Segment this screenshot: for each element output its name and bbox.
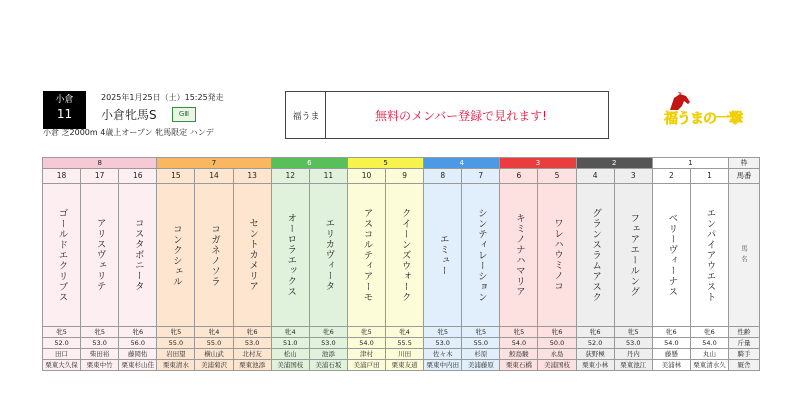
horse-name-text: コンクシェル <box>170 223 182 287</box>
jockey-name: 藤懸 <box>652 349 690 360</box>
trainer-name: 栗東大久保 <box>43 360 81 371</box>
horse-name-text: アリスヴェリテ <box>94 218 106 292</box>
horse-weight: 55.0 <box>157 338 195 349</box>
horse-sex-age: 牝6 <box>309 327 347 338</box>
member-registration-link[interactable]: 無料のメンバー登録で見れます! <box>375 109 547 123</box>
trainer-row <box>43 360 760 371</box>
horse-sex-age: 牝5 <box>43 327 81 338</box>
jockey-name: 北村友 <box>233 349 271 360</box>
trainer-name: 美浦藤原 <box>462 360 500 371</box>
row-label-frame: 枠 <box>729 158 760 169</box>
jockey-name: 岩田望 <box>157 349 195 360</box>
row-label-sexage: 性齢 <box>729 327 760 338</box>
horse-weight: 53.0 <box>233 338 271 349</box>
frame-cell: 5 <box>347 158 423 169</box>
horse-weight: 55.0 <box>195 338 233 349</box>
horse-name[interactable] <box>81 184 119 327</box>
horse-name-text: フェアエールング <box>628 213 640 297</box>
race-card-table <box>42 157 760 371</box>
horse-weight: 54.0 <box>652 338 690 349</box>
horse-name-text: アスコルティアーモ <box>361 207 373 303</box>
horse-number: 14 <box>195 169 233 184</box>
horse-name[interactable] <box>271 184 309 327</box>
jockey-name: 藤岡佑 <box>119 349 157 360</box>
horse-name-text: エンパイアウエスト <box>704 207 716 303</box>
horse-weight: 56.0 <box>119 338 157 349</box>
horse-sex-age: 牝5 <box>157 327 195 338</box>
horse-name-text: セントカメリア <box>247 218 259 292</box>
race-conditions: 小倉 芝2000m 4歳上オープン 牝馬限定 ハンデ <box>43 128 214 137</box>
jockey-row <box>43 349 760 360</box>
trainer-name: 栗東小林 <box>576 360 614 371</box>
horse-name[interactable] <box>386 184 424 327</box>
frame-cell: 6 <box>271 158 347 169</box>
horse-weight: 55.5 <box>386 338 424 349</box>
horse-name[interactable] <box>576 184 614 327</box>
horse-name-text: シンティレーション <box>475 207 487 303</box>
horse-number: 7 <box>462 169 500 184</box>
horse-number: 11 <box>309 169 347 184</box>
race-name: 小倉牝馬S <box>101 108 157 122</box>
frame-row <box>43 158 760 169</box>
horse-sex-age: 牝6 <box>576 327 614 338</box>
site-logo[interactable] <box>664 92 756 132</box>
horse-name[interactable] <box>538 184 576 327</box>
frame-cell: 8 <box>43 158 157 169</box>
row-label-weight: 斤量 <box>729 338 760 349</box>
horse-number: 9 <box>386 169 424 184</box>
horse-number: 13 <box>233 169 271 184</box>
horse-weight: 54.0 <box>500 338 538 349</box>
trainer-name: 栗東中内田 <box>424 360 462 371</box>
horse-number: 12 <box>271 169 309 184</box>
grade-badge: GⅢ <box>172 107 196 122</box>
horse-name-text: コガネノソラ <box>209 223 221 287</box>
jockey-name: 永島 <box>538 349 576 360</box>
horse-sex-age: 牝5 <box>500 327 538 338</box>
horse-number: 8 <box>424 169 462 184</box>
jockey-name: 柴田裕 <box>81 349 119 360</box>
horse-name-text: オーロラエックス <box>285 213 297 297</box>
jockey-name: 池添 <box>309 349 347 360</box>
trainer-name: 栗東杉山佳 <box>119 360 157 371</box>
jockey-name: 田口 <box>43 349 81 360</box>
horse-number: 10 <box>347 169 385 184</box>
horse-weight: 53.0 <box>424 338 462 349</box>
horse-weight: 52.0 <box>43 338 81 349</box>
horse-sex-age: 牝6 <box>119 327 157 338</box>
trainer-name: 栗東池江 <box>614 360 652 371</box>
horse-sex-age: 牝5 <box>462 327 500 338</box>
row-label-num: 馬番 <box>729 169 760 184</box>
horse-name[interactable] <box>195 184 233 327</box>
horse-number: 3 <box>614 169 652 184</box>
horse-sex-age: 牝6 <box>233 327 271 338</box>
horse-name[interactable] <box>119 184 157 327</box>
horse-number: 6 <box>500 169 538 184</box>
horse-name[interactable] <box>690 184 728 327</box>
trainer-name: 美浦菊沢 <box>195 360 233 371</box>
horse-name[interactable] <box>614 184 652 327</box>
horse-number: 2 <box>652 169 690 184</box>
horse-sex-age: 牝4 <box>271 327 309 338</box>
horse-number: 5 <box>538 169 576 184</box>
race-datetime: 2025年1月25日（土）15:25発走 <box>101 93 224 102</box>
trainer-name: 栗東清水久 <box>690 360 728 371</box>
venue-label: 小倉 <box>55 95 74 105</box>
horse-name-text: ゴールドエクリプス <box>56 207 68 303</box>
horse-name-text: エミュー <box>437 234 449 276</box>
jockey-name: 川田 <box>386 349 424 360</box>
horse-weight: 54.0 <box>347 338 385 349</box>
trainer-name: 美浦林 <box>652 360 690 371</box>
horse-weight: 53.0 <box>309 338 347 349</box>
jockey-name: 松山 <box>271 349 309 360</box>
horse-name-text: クイーンズウォーク <box>399 207 411 303</box>
horse-name-text: エリカヴィータ <box>323 218 335 292</box>
trainer-name: 栗東友道 <box>386 360 424 371</box>
horse-name-text: ベリーヴィーナス <box>666 213 678 297</box>
jockey-name: 丹内 <box>614 349 652 360</box>
horse-weight: 55.0 <box>462 338 500 349</box>
horse-number: 17 <box>81 169 119 184</box>
race-venue-badge <box>43 91 86 129</box>
fuku-uma-label: 福うま <box>285 91 326 139</box>
horse-sex-age: 牝6 <box>690 327 728 338</box>
jockey-name: 鮫島駿 <box>500 349 538 360</box>
row-label-jockey: 騎手 <box>729 349 760 360</box>
horse-name[interactable] <box>652 184 690 327</box>
jockey-name: 津村 <box>347 349 385 360</box>
horse-name[interactable] <box>347 184 385 327</box>
horse-name-text: グランスラムアスク <box>590 207 602 303</box>
horse-number-row <box>43 169 760 184</box>
horse-weight: 50.0 <box>538 338 576 349</box>
horse-name[interactable] <box>233 184 271 327</box>
horse-weight: 53.0 <box>614 338 652 349</box>
horse-name-text: キミノナハマリア <box>513 213 525 297</box>
trainer-name: 栗東石橋 <box>500 360 538 371</box>
trainer-name: 美浦国枝 <box>538 360 576 371</box>
horse-name[interactable] <box>157 184 195 327</box>
horse-sex-age: 牝5 <box>347 327 385 338</box>
horse-name[interactable] <box>309 184 347 327</box>
horse-number: 18 <box>43 169 81 184</box>
horse-name[interactable] <box>424 184 462 327</box>
sex-age-row <box>43 327 760 338</box>
horse-weight: 51.0 <box>271 338 309 349</box>
horse-sex-age: 牝6 <box>652 327 690 338</box>
horse-name-text: ワレハウミノコ <box>552 218 564 292</box>
trainer-name: 栗東清水 <box>157 360 195 371</box>
horse-number: 4 <box>576 169 614 184</box>
horse-name[interactable] <box>462 184 500 327</box>
horse-sex-age: 牝5 <box>81 327 119 338</box>
horse-name[interactable] <box>500 184 538 327</box>
horse-number: 15 <box>157 169 195 184</box>
horse-name[interactable] <box>43 184 81 327</box>
horse-sex-age: 牝5 <box>614 327 652 338</box>
horse-number: 16 <box>119 169 157 184</box>
horse-sex-age: 牝4 <box>386 327 424 338</box>
trainer-name: 美浦石坂 <box>309 360 347 371</box>
jockey-name: 佐々木 <box>424 349 462 360</box>
logo-text: 福うまの一撃 <box>664 111 742 127</box>
trainer-name: 美浦国枝 <box>271 360 309 371</box>
jockey-name: 杉原 <box>462 349 500 360</box>
horse-sex-age: 牝4 <box>195 327 233 338</box>
horse-number: 1 <box>690 169 728 184</box>
race-number: 11 <box>56 107 73 121</box>
row-label-name: 馬名 <box>729 184 760 327</box>
horse-sex-age: 牝6 <box>538 327 576 338</box>
jockey-name: 荻野極 <box>576 349 614 360</box>
frame-cell: 7 <box>157 158 271 169</box>
jockey-name: 横山武 <box>195 349 233 360</box>
trainer-name: 栗東中竹 <box>81 360 119 371</box>
horse-weight: 52.0 <box>576 338 614 349</box>
horse-name-row <box>43 184 760 327</box>
horse-weight: 53.0 <box>81 338 119 349</box>
row-label-trainer: 厩舎 <box>729 360 760 371</box>
frame-cell: 4 <box>424 158 500 169</box>
jockey-name: 丸山 <box>690 349 728 360</box>
weight-row <box>43 338 760 349</box>
horse-sex-age: 牝5 <box>424 327 462 338</box>
horse-weight: 54.0 <box>690 338 728 349</box>
trainer-name: 美浦戸田 <box>347 360 385 371</box>
frame-cell: 3 <box>500 158 576 169</box>
frame-cell: 1 <box>652 158 728 169</box>
frame-cell: 2 <box>576 158 652 169</box>
trainer-name: 栗東池添 <box>233 360 271 371</box>
horse-name-text: コスタボニータ <box>132 218 144 292</box>
